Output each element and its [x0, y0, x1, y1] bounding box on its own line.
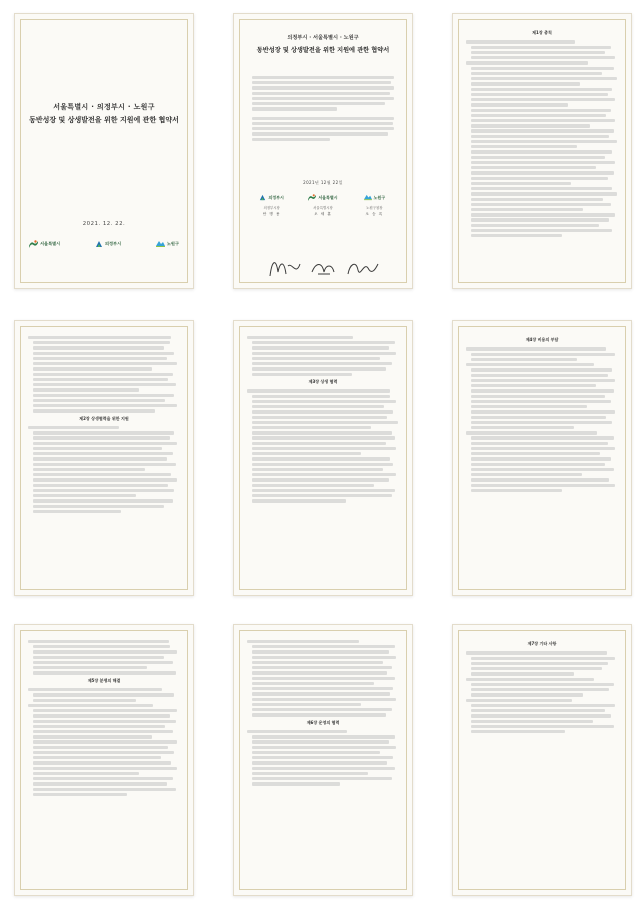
text-line [33, 463, 176, 466]
text-line [252, 499, 346, 502]
text-line [471, 93, 608, 96]
text-line [252, 777, 392, 780]
text-line [33, 772, 139, 775]
text-line [466, 347, 606, 350]
text-line [252, 117, 394, 120]
text-line [471, 109, 611, 112]
text-line [252, 656, 396, 659]
text-line [252, 761, 387, 764]
text-line [28, 704, 153, 707]
text-line [33, 383, 176, 386]
signer-name: 오 승 록 [365, 212, 384, 216]
cover-date: 2021. 12. 22. [82, 221, 126, 227]
text-line [33, 714, 170, 717]
text-line [471, 709, 605, 712]
text-line [471, 400, 611, 403]
text-line [471, 725, 614, 728]
signer-seoul [299, 194, 347, 217]
text-line [252, 746, 396, 749]
page-content [28, 638, 180, 885]
text-line [252, 452, 361, 455]
text-line [252, 362, 392, 365]
cover-parties: 서울특별시 · 의정부시 · 노원구 [53, 103, 155, 111]
text-line [471, 182, 571, 185]
text-line [252, 713, 386, 716]
text-line [33, 378, 168, 381]
text-line [247, 389, 390, 392]
text-line [33, 473, 171, 476]
text-line [33, 452, 173, 455]
text-line [33, 447, 162, 450]
text-line [33, 725, 165, 728]
text-line [33, 409, 155, 412]
text-line [471, 353, 615, 356]
text-line [33, 431, 174, 434]
chapter-heading: 제5장 분쟁의 해결 [87, 677, 121, 683]
text-line [252, 463, 393, 466]
text-line [252, 341, 395, 344]
text-line [471, 395, 605, 398]
page-articles-6 [233, 624, 413, 896]
text-line [252, 645, 395, 648]
text-line [471, 452, 600, 455]
text-line [28, 426, 119, 429]
text-line [33, 468, 145, 471]
text-line [252, 97, 394, 100]
text-line [33, 362, 177, 365]
text-line [252, 426, 371, 429]
text-line [252, 473, 396, 476]
text-line [33, 404, 177, 407]
text-line [471, 203, 611, 206]
cover-logo-row [29, 240, 179, 248]
text-line [33, 777, 173, 780]
text-line [252, 666, 392, 669]
text-line [471, 447, 615, 450]
nowon-logo [350, 194, 398, 201]
text-line [471, 187, 612, 190]
chapter-heading: 제4장 비용의 부담 [525, 337, 559, 342]
text-line [33, 793, 127, 796]
text-line [471, 192, 617, 195]
seoul-logo [29, 240, 60, 248]
text-line [33, 394, 174, 397]
text-line [252, 457, 390, 460]
text-line [252, 671, 387, 674]
text-line [33, 489, 174, 492]
cover-page [14, 13, 194, 289]
intro-body [252, 74, 394, 143]
text-line [252, 489, 395, 492]
text-line [466, 431, 597, 434]
text-line [33, 756, 161, 759]
text-line [466, 363, 594, 366]
text-line [252, 102, 385, 105]
handwritten-signatures [264, 250, 384, 286]
page-articles-1 [452, 13, 632, 289]
text-line [471, 156, 605, 159]
text-line [471, 229, 612, 232]
text-line [471, 161, 615, 164]
text-line [471, 489, 562, 492]
text-line [33, 650, 177, 653]
text-line [252, 677, 395, 680]
text-line [33, 494, 136, 497]
text-line [471, 224, 599, 227]
text-line [471, 657, 615, 660]
text-line [252, 782, 340, 785]
signer-row [246, 194, 400, 217]
text-line [252, 447, 396, 450]
text-line [33, 720, 176, 723]
text-line [33, 388, 139, 391]
text-line [471, 129, 614, 132]
text-line [252, 703, 361, 706]
signer-org: 의정부시 [268, 194, 284, 200]
signer-org: 노원구 [373, 194, 386, 200]
text-line [252, 682, 374, 685]
intro-date: 2021년 12월 22일 [303, 180, 343, 185]
text-line [471, 374, 608, 377]
text-line [466, 651, 607, 654]
text-line [33, 788, 176, 791]
text-line [33, 767, 177, 770]
text-line [471, 410, 615, 413]
page-articles-7 [452, 624, 632, 896]
text-line [252, 76, 394, 79]
text-line [252, 107, 337, 110]
page-articles-4 [452, 320, 632, 596]
text-line [33, 761, 171, 764]
text-line [471, 389, 614, 392]
text-line [252, 708, 392, 711]
text-line [471, 473, 582, 476]
signer-name: 오 세 훈 [314, 212, 332, 216]
text-line [471, 213, 615, 216]
text-line [28, 688, 162, 691]
uijeongbu-logo [248, 194, 296, 201]
cover-title: 동반성장 및 상생발전을 위한 지원에 관한 협약서 [29, 116, 179, 124]
uijeongbu-logo-text: 의정부시 [104, 241, 122, 246]
text-line [471, 720, 593, 723]
text-line [33, 782, 167, 785]
text-line [466, 61, 588, 64]
text-line [471, 714, 611, 717]
text-line [252, 735, 395, 738]
intro-page [233, 13, 413, 289]
chapter-heading: 제7장 기타 사항 [527, 641, 557, 646]
text-line [33, 357, 167, 360]
text-line [252, 772, 368, 775]
text-line [466, 40, 575, 43]
text-line [33, 373, 173, 376]
text-line [471, 358, 577, 361]
text-line [33, 661, 173, 664]
text-line [471, 384, 596, 387]
signer-role: 의정부시장 [263, 206, 280, 210]
text-line [252, 127, 394, 130]
text-line [471, 124, 590, 127]
signer-role: 서울특별시장 [313, 206, 333, 210]
text-line [252, 767, 395, 770]
text-line [471, 77, 617, 80]
text-line [28, 336, 171, 339]
text-line [471, 150, 612, 153]
text-line [33, 442, 177, 445]
text-line [252, 442, 386, 445]
text-line [471, 484, 615, 487]
text-line [471, 56, 615, 59]
text-line [252, 132, 388, 135]
text-line [471, 463, 605, 466]
text-line [471, 114, 606, 117]
text-line [466, 678, 594, 681]
text-line [471, 421, 612, 424]
text-line [471, 442, 608, 445]
text-line [471, 436, 614, 439]
text-line [252, 698, 396, 701]
text-line [471, 51, 605, 54]
text-line [33, 457, 167, 460]
text-line [471, 218, 609, 221]
text-line [247, 640, 359, 643]
text-line [33, 399, 165, 402]
text-line [471, 416, 606, 419]
nowon-logo [156, 240, 179, 248]
text-line [252, 692, 390, 695]
text-line [33, 751, 174, 754]
seoul-logo-icon [29, 240, 38, 248]
text-line [33, 709, 177, 712]
text-line [252, 400, 396, 403]
text-line [252, 421, 398, 424]
text-line [33, 484, 168, 487]
signer-name: 안 병 용 [262, 212, 281, 216]
text-line [252, 92, 390, 95]
text-line [252, 687, 393, 690]
text-line [471, 72, 602, 75]
text-line [252, 405, 384, 408]
text-line [252, 395, 390, 398]
page-content [247, 638, 399, 885]
text-line [33, 367, 152, 370]
chapter-heading: 제6장 운영의 협력 [306, 719, 340, 725]
text-line [33, 699, 136, 702]
text-line [33, 693, 174, 696]
text-line [471, 103, 568, 106]
nowon-logo-text: 노원구 [166, 241, 179, 246]
text-line [28, 640, 169, 643]
signer-nowon [350, 194, 398, 217]
text-line [33, 730, 173, 733]
text-line [471, 693, 583, 696]
text-line [33, 666, 147, 669]
text-line [471, 67, 614, 70]
nowon-logo-icon [364, 194, 372, 201]
page-articles-5 [14, 624, 194, 896]
text-line [471, 166, 596, 169]
page-content [247, 334, 399, 585]
text-line [33, 341, 170, 344]
text-line [252, 373, 352, 376]
text-line [471, 405, 587, 408]
uijeongbu-logo-icon [95, 240, 103, 248]
text-line [471, 468, 614, 471]
text-line [252, 346, 389, 349]
text-line [252, 436, 395, 439]
page-content [28, 334, 180, 585]
page-articles-2 [14, 320, 194, 596]
text-line [471, 119, 615, 122]
text-line [471, 672, 574, 675]
text-line [33, 735, 152, 738]
text-line [252, 81, 391, 84]
text-line [33, 510, 121, 513]
signer-uijeongbu [248, 194, 296, 217]
text-line [252, 138, 330, 141]
text-line [471, 234, 562, 237]
text-line [252, 468, 383, 471]
text-line [471, 177, 608, 180]
text-line [471, 667, 602, 670]
text-line [33, 645, 170, 648]
text-line [252, 478, 389, 481]
text-line [33, 436, 170, 439]
text-line [252, 494, 392, 497]
page-content [466, 638, 618, 885]
text-line [471, 82, 580, 85]
chapter-heading: 제2장 상생협력을 위한 지원 [79, 415, 129, 421]
text-line [471, 135, 609, 138]
text-line [252, 122, 393, 125]
text-line [252, 484, 374, 487]
text-line [252, 352, 396, 355]
text-line [33, 346, 164, 349]
text-line [471, 683, 614, 686]
text-line [471, 688, 609, 691]
text-line [471, 46, 611, 49]
page-border [239, 19, 407, 283]
text-line [33, 352, 174, 355]
signer-role: 노원구청장 [366, 206, 383, 210]
text-line [471, 171, 614, 174]
text-line [471, 208, 583, 211]
page-content [466, 27, 618, 278]
text-line [471, 140, 617, 143]
text-line [252, 740, 389, 743]
text-line [252, 756, 393, 759]
text-line [33, 505, 164, 508]
text-line [471, 145, 577, 148]
text-line [252, 431, 392, 434]
text-line [471, 478, 609, 481]
text-line [471, 379, 615, 382]
chapter-heading: 제3장 상생 협력 [308, 378, 338, 384]
text-line [252, 357, 380, 360]
page-content [466, 334, 618, 585]
text-line [471, 198, 603, 201]
text-line [252, 86, 394, 89]
text-line [471, 88, 612, 91]
intro-title: 동반성장 및 상생발전을 위한 지원에 관한 협약서 [256, 47, 390, 54]
seoul-logo-icon [308, 194, 316, 201]
text-line [471, 704, 615, 707]
text-line [466, 699, 572, 702]
text-line [471, 662, 608, 665]
text-line [33, 740, 177, 743]
text-line [471, 368, 612, 371]
page-articles-3 [233, 320, 413, 596]
seoul-logo [299, 194, 347, 201]
text-line [471, 730, 565, 733]
nowon-logo-icon [156, 240, 165, 248]
text-line [247, 336, 353, 339]
uijeongbu-logo-icon [259, 194, 266, 201]
text-line [252, 367, 386, 370]
signer-org: 서울특별시 [318, 194, 338, 200]
text-line [252, 661, 383, 664]
intro-parties: 의정부시 · 서울특별시 · 노원구 [287, 35, 359, 41]
text-line [33, 478, 177, 481]
text-line [33, 656, 164, 659]
text-line [471, 426, 574, 429]
text-line [471, 457, 611, 460]
text-line [247, 730, 347, 733]
text-line [252, 416, 387, 419]
text-line [252, 650, 389, 653]
text-line [252, 410, 393, 413]
text-line [33, 671, 176, 674]
text-line [33, 746, 168, 749]
seoul-logo-text: 서울특별시 [40, 241, 61, 246]
text-line [471, 98, 615, 101]
chapter-heading: 제1장 총칙 [532, 30, 552, 35]
uijeongbu-logo [95, 240, 121, 248]
text-line [33, 499, 173, 502]
text-line [252, 751, 380, 754]
